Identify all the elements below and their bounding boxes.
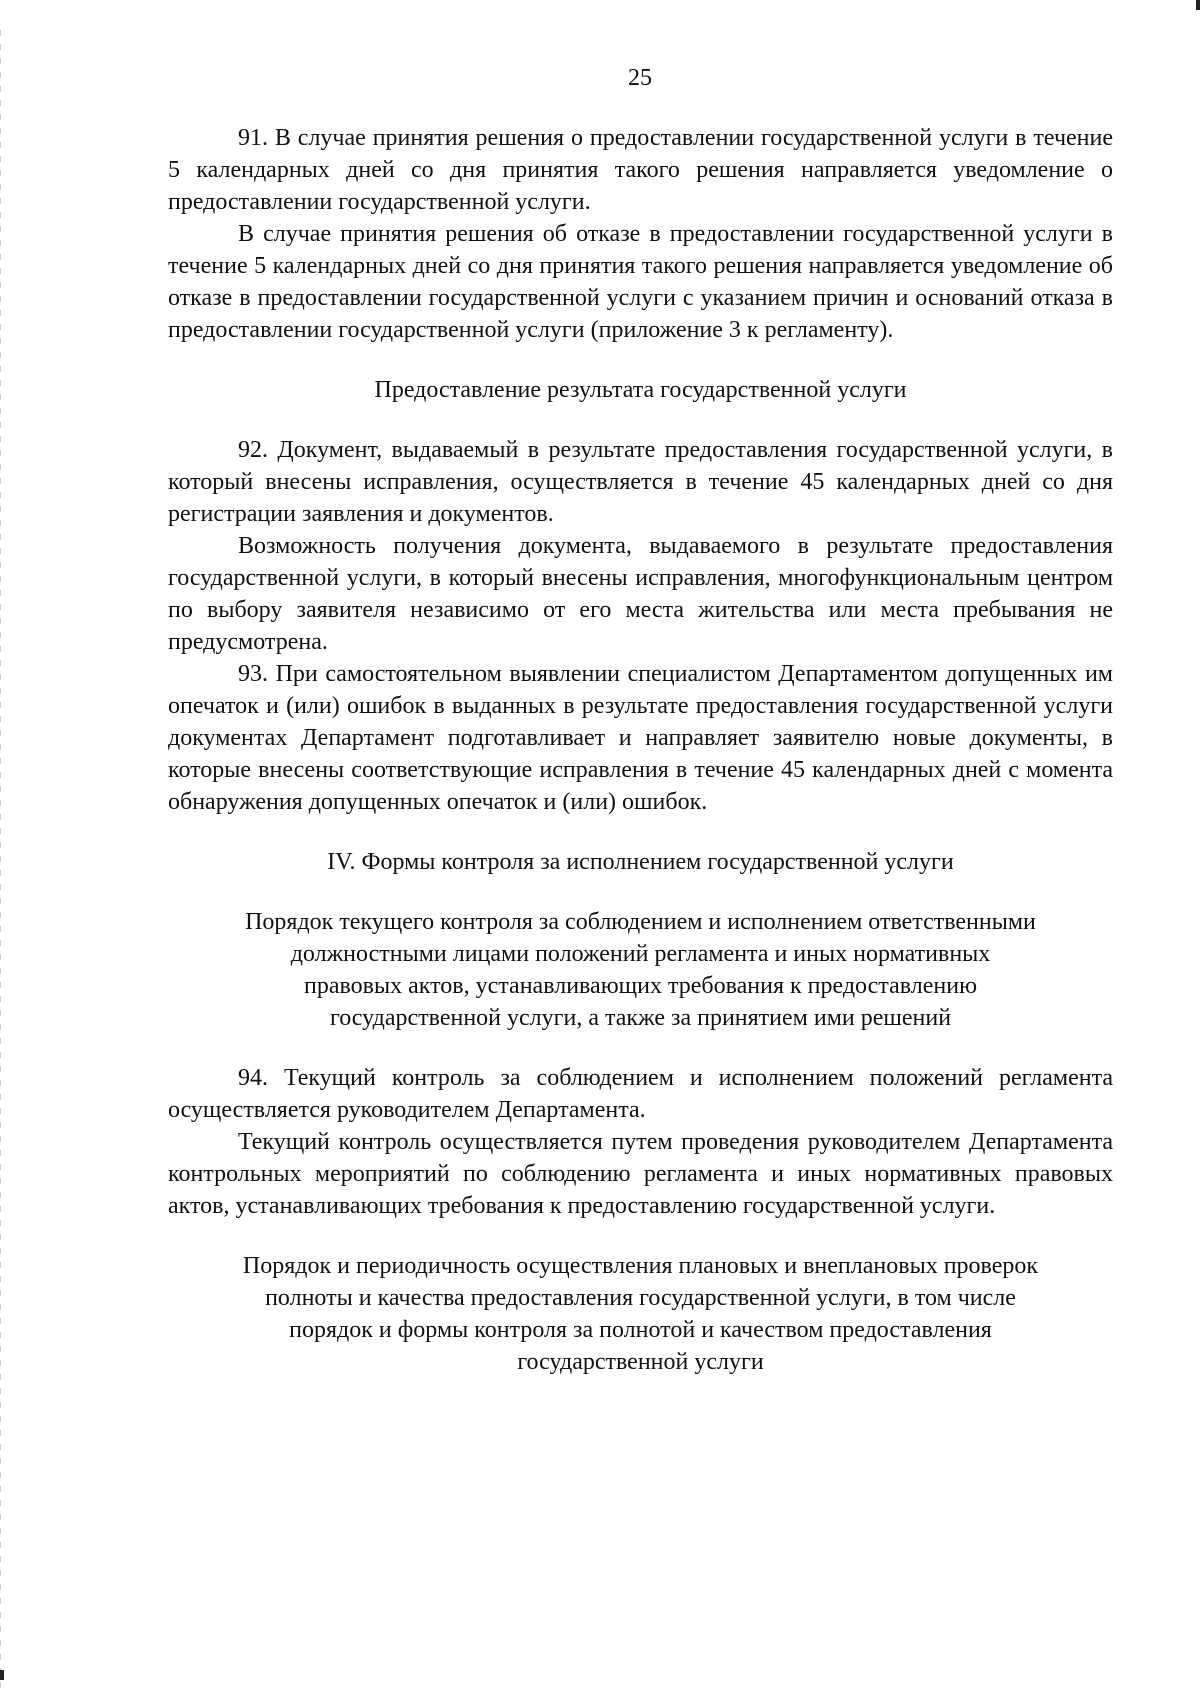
chapter-heading-iv: IV. Формы контроля за исполнением государственной услуги <box>327 849 954 875</box>
section-heading-result: Предоставление результата государственной услуги <box>374 377 907 403</box>
paragraph-92-possibility: Возможность получения документа, выдаваемого в результате предоставления государственной услуги, в который внесены исправления, многофункциональным центром по выбору заявителя независимо от его места жительства или места пребывания не предусмотрена. <box>168 533 1113 655</box>
paragraph-94: 94. Текущий контроль за соблюдением и исполнением положений регламента осуществляется руководителем Департамента. <box>168 1065 1113 1123</box>
document-body <box>168 122 1113 1378</box>
paragraph-91-refusal: В случае принятия решения об отказе в предоставлении государственной услуги в течение 5 календарных дней со дня принятия такого решения направляется уведомление об отказе в предоставлении государственной услуги с указанием причин и оснований отказа в предоставлении государственной услуги (приложение 3 к регламенту). <box>168 221 1113 343</box>
scan-edge-artifact <box>0 30 1 1690</box>
paragraph-92: 92. Документ, выдаваемый в результате предоставления государственной услуги, в который внесены исправления, осуществляется в течение 45 календарных дней со дня регистрации заявления и документов. <box>168 437 1113 527</box>
paragraph-93: 93. При самостоятельном выявлении специалистом Департаментом допущенных им опечаток и (или) ошибок в выданных в результате предоставления государственной услуги документах Департамент подготавливает и направляет заявителю новые документы, в которые внесены соответствующие исправления в течение 45 календарных дней с момента обнаружения допущенных опечаток и (или) ошибок. <box>168 661 1113 815</box>
paragraph-94-current-control: Текущий контроль осуществляется путем проведения руководителем Департамента контрольных мероприятий по соблюдению регламента и иных нормативных правовых актов, устанавливающих требования к предоставлению государственной услуги. <box>168 1129 1113 1219</box>
scan-corner-mark <box>0 1670 4 1680</box>
section-heading-current-control: Порядок текущего контроля за соблюдением и исполнением ответственными должностными лицами положений регламента и иных нормативных правовых актов, устанавливающих требования к предоставлению государственной услуги, а также за принятием ими решений <box>245 909 1036 1031</box>
paragraph-91: 91. В случае принятия решения о предоставлении государственной услуги в течение 5 календарных дней со дня принятия такого решения направляется уведомление о предоставлении государственной услуги. <box>168 125 1113 215</box>
page-number: 25 <box>628 65 652 91</box>
section-heading-inspections: Порядок и периодичность осуществления плановых и внеплановых проверок полноты и качества предоставления государственной услуги, в том числе порядок и формы контроля за полнотой и качеством предоставления государственной услуги <box>242 1253 1039 1375</box>
scan-corner-mark <box>1196 0 1200 10</box>
